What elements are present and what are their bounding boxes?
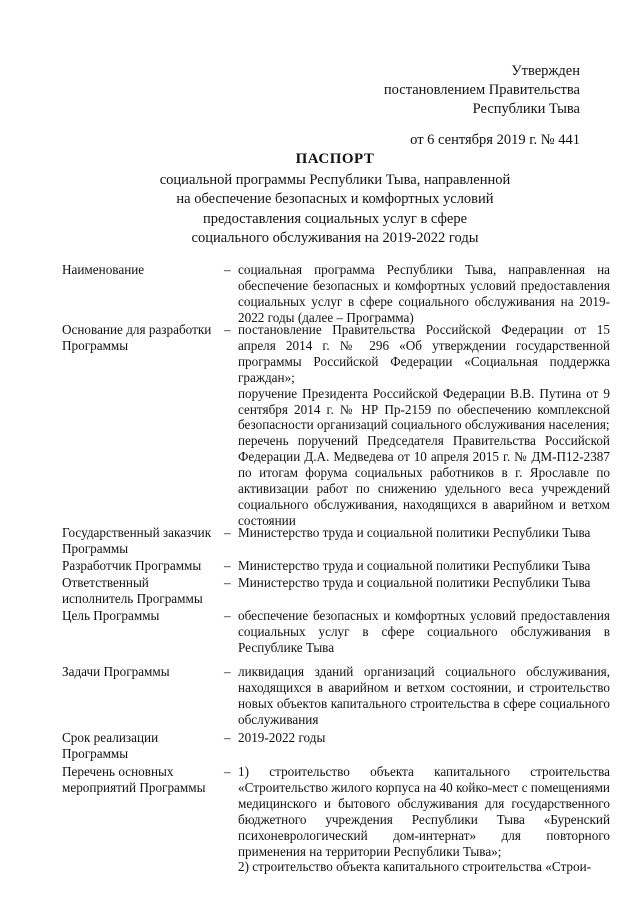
row-value: Министерство труда и социальной политики Республики Тыва: [238, 558, 591, 573]
passport-row-term: [62, 730, 610, 764]
row-dash: –: [224, 764, 231, 779]
row-dash: –: [224, 558, 231, 573]
row-label: Срок реализации Программы: [62, 730, 159, 761]
row-value-part: постановление Правительства Российской Федерации от 15 апреля 2014 г. № 296 «Об утверждении государственной программы Российской Федерации «Социальная поддержка граждан»;: [238, 322, 610, 385]
row-value: обеспечение безопасных и комфортных условий предоставления социальных услуг в сфере социального обслуживания в Республике Тыва: [238, 608, 610, 655]
passport-row-name: [62, 262, 610, 325]
row-dash: –: [224, 322, 231, 337]
row-value-part: 1) строительство объекта капитального строительства «Строительство жилого корпуса на 40 койко-мест с помещениями медицинского и бытового обслуживания для государственного бюджетного учреждения Республики Тыва «Буренский психоневрологический дом-интернат» для повторного применения на территории Республики Тыва»;: [238, 764, 610, 859]
passport-row-developer: [62, 558, 610, 575]
row-value: Министерство труда и социальной политики Республики Тыва: [238, 575, 591, 590]
row-label: Ответственный исполнитель Программы: [62, 575, 203, 606]
title-line-2: на обеспечение безопасных и комфортных условий: [176, 191, 494, 207]
approval-line-3: Республики Тыва: [472, 101, 580, 117]
row-label: Наименование: [62, 262, 145, 277]
row-dash: –: [224, 664, 231, 679]
row-dash: –: [224, 575, 231, 590]
passport-table: [62, 262, 610, 875]
row-dash: –: [224, 525, 231, 540]
passport-row-basis: [62, 322, 610, 528]
passport-row-activities: [62, 764, 610, 875]
row-label: Государственный заказчик Программы: [62, 525, 212, 556]
title-heading: ПАСПОРТ: [295, 151, 375, 167]
approval-line-1: Утвержден: [511, 63, 580, 79]
row-value-part: поручение Президента Российской Федерации В.В. Путина от 9 сентября 2014 г. № НР Пр-2159 по обеспечению комплексной безопасности организаций социального обслуживания населения;: [238, 385, 610, 433]
approval-date: от 6 сентября 2019 г. № 441: [410, 132, 580, 148]
row-label: Задачи Программы: [62, 664, 170, 679]
row-value: [238, 764, 610, 875]
row-label: Разработчик Программы: [62, 558, 202, 573]
row-value-part: перечень поручений Председателя Правительства Российской Федерации Д.А. Медведева от 10 апреля 2015 г. № ДМ-П12-2387 по итогам форума социальных работников в г. Ярославле по активизации работ по снижению удельного веса учреждений социального обслуживания, находящихся в аварийном и ветхом состоянии: [238, 433, 610, 528]
row-dash: –: [224, 730, 231, 745]
title-line-1: социальной программы Республики Тыва, направленной: [159, 171, 511, 188]
row-value: Министерство труда и социальной политики Республики Тыва: [238, 525, 591, 540]
row-value: 2019-2022 годы: [238, 730, 326, 745]
row-dash: –: [224, 608, 231, 623]
approval-stamp: [380, 62, 580, 150]
title-line-4: социального обслуживания на 2019-2022 годы: [191, 230, 479, 246]
passport-row-goal: [62, 608, 610, 664]
title-line-3: предоставления социальных услуг в сфере: [202, 210, 468, 227]
row-label: Цель Программы: [62, 608, 160, 623]
row-value: социальная программа Республики Тыва, направленная на обеспечение безопасных и комфортных условий предоставления социальных услуг в сфере социального обслуживания на 2019-2022 годы (далее – Программа): [238, 262, 610, 325]
document-title: [100, 150, 570, 249]
passport-row-tasks: [62, 664, 610, 730]
row-value: ликвидация зданий организаций социального обслуживания, находящихся в аварийном и ветхом состоянии, и строительство новых объектов капитального строительства в сфере социального обслуживания: [238, 664, 610, 727]
passport-row-executor: [62, 575, 610, 608]
row-label: Основание для разработки Программы: [62, 322, 212, 353]
row-dash: –: [224, 262, 231, 277]
row-label: Перечень основных мероприятий Программы: [62, 764, 206, 795]
row-value: [238, 322, 610, 529]
approval-line-2: постановлением Правительства: [383, 82, 580, 98]
row-value-part: 2) строительство объекта капитального строительства «Строи-: [238, 859, 592, 875]
passport-row-customer: [62, 525, 610, 558]
